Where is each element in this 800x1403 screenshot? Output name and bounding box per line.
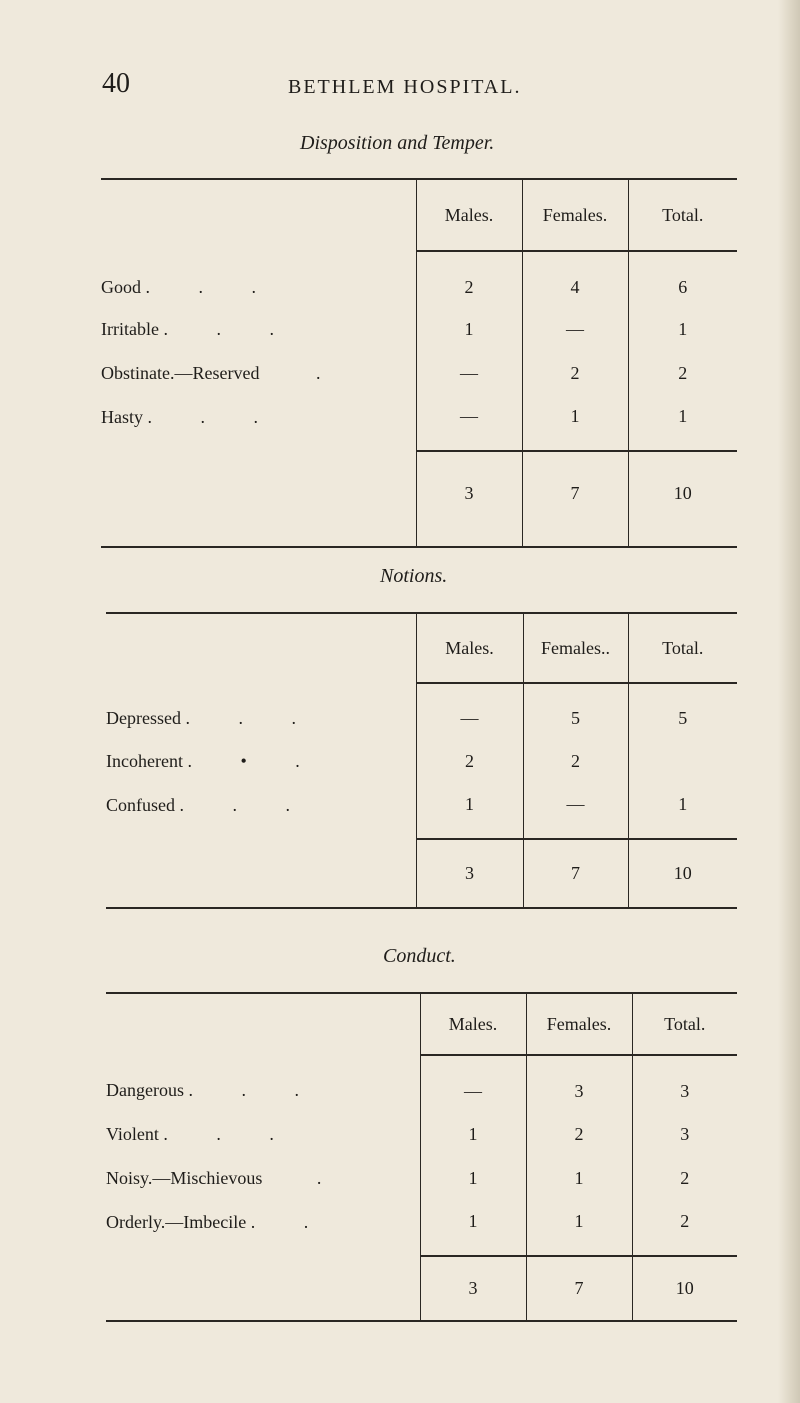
leader-dots: . . . [188, 1080, 321, 1100]
cell-value: 1 [416, 307, 522, 351]
cell-value: — [416, 395, 522, 451]
running-head: BETHLEM HOSPITAL. [288, 76, 522, 98]
cell-value: 1 [628, 307, 737, 351]
cell-value: 3 [632, 1055, 737, 1112]
header-row [106, 993, 737, 1055]
cell-value: 2 [632, 1156, 737, 1200]
leader-dots: . . . [179, 794, 312, 815]
cell-value: 2 [632, 1200, 737, 1256]
notions-table [106, 612, 737, 909]
table-row [106, 683, 737, 739]
table-row [106, 1156, 737, 1200]
row-label: Dangerous [106, 1080, 184, 1100]
row-label: Incoherent [106, 750, 183, 771]
total-value: 3 [420, 1256, 526, 1321]
cell-value: 1 [420, 1156, 526, 1200]
total-value: 3 [416, 451, 522, 547]
cell-value: 1 [522, 395, 628, 451]
cell-value: 1 [416, 783, 523, 839]
row-label: Hasty [101, 406, 143, 427]
conduct-table [106, 992, 737, 1322]
table-row [106, 739, 737, 783]
page-number: 40 [102, 68, 130, 99]
leader-dots: . . . [145, 276, 278, 297]
cell-value: 1 [628, 783, 737, 839]
row-label: Violent [106, 1123, 159, 1144]
cell-value: 2 [416, 739, 523, 783]
page-header [102, 68, 542, 108]
cell-value: 2 [628, 351, 737, 395]
cell-value: — [416, 683, 523, 739]
leader-dots: . . . [163, 1123, 296, 1144]
row-label: Noisy.—Mischievous [106, 1167, 263, 1188]
total-value: 3 [416, 839, 523, 908]
cell-value: 1 [420, 1112, 526, 1156]
table-row [106, 1112, 737, 1156]
column-header: Females. [522, 179, 628, 251]
total-value: 7 [523, 839, 628, 908]
cell-value: 6 [628, 251, 737, 307]
section-title-notions: Notions. [380, 565, 448, 587]
total-value: 7 [526, 1256, 632, 1321]
cell-value: 2 [523, 739, 628, 783]
column-header: Males. [416, 613, 523, 683]
row-label: Confused [106, 794, 175, 815]
page-edge-shadow [778, 0, 800, 1403]
leader-dots: . . [250, 1211, 331, 1232]
column-header: Total. [632, 993, 737, 1055]
header-row [101, 179, 737, 251]
cell-value: 2 [526, 1112, 632, 1156]
column-header: Males. [416, 179, 522, 251]
totals-row [106, 839, 737, 908]
table-row [101, 351, 737, 395]
cell-value: — [523, 783, 628, 839]
totals-row [101, 451, 737, 547]
table-row [106, 1055, 737, 1112]
row-label: Obstinate.—Reserved [101, 362, 260, 383]
leader-dots: . [315, 362, 343, 383]
cell-value: 1 [526, 1156, 632, 1200]
cell-value: 5 [523, 683, 628, 739]
leader-dots: . . . [147, 406, 280, 427]
cell-value: — [420, 1055, 526, 1112]
row-label: Irritable [101, 318, 159, 339]
totals-row [106, 1256, 737, 1321]
header-row [106, 613, 737, 683]
total-value: 10 [632, 1256, 737, 1321]
table-row [101, 395, 737, 451]
table-row [106, 783, 737, 839]
cell-value: 5 [628, 683, 737, 739]
disposition-table [101, 178, 737, 548]
column-header: Total. [628, 179, 737, 251]
cell-value: 2 [416, 251, 522, 307]
cell-value: 3 [526, 1055, 632, 1112]
section-title-disposition: Disposition and Temper. [300, 132, 495, 154]
cell-value: 1 [526, 1200, 632, 1256]
table-row [101, 251, 737, 307]
row-label: Orderly.—Imbecile [106, 1211, 247, 1232]
cell-value: 2 [522, 351, 628, 395]
cell-value: 1 [628, 395, 737, 451]
cell-value: — [416, 351, 522, 395]
leader-dots: . [316, 1167, 344, 1188]
column-header: Females.. [523, 613, 628, 683]
cell-value: — [522, 307, 628, 351]
cell-value [628, 739, 737, 783]
row-label: Depressed [106, 707, 181, 728]
column-header: Females. [526, 993, 632, 1055]
total-value: 10 [628, 839, 737, 908]
table-row [101, 307, 737, 351]
column-header: Males. [420, 993, 526, 1055]
column-header: Total. [628, 613, 737, 683]
cell-value: 1 [420, 1200, 526, 1256]
leader-dots: . . . [185, 707, 318, 728]
cell-value: 4 [522, 251, 628, 307]
section-title-conduct: Conduct. [383, 945, 456, 967]
total-value: 10 [628, 451, 737, 547]
total-value: 7 [522, 451, 628, 547]
row-label: Good [101, 276, 141, 297]
leader-dots: . . . [163, 318, 296, 339]
cell-value: 3 [632, 1112, 737, 1156]
leader-dots: . • . [187, 750, 322, 771]
table-row [106, 1200, 737, 1256]
